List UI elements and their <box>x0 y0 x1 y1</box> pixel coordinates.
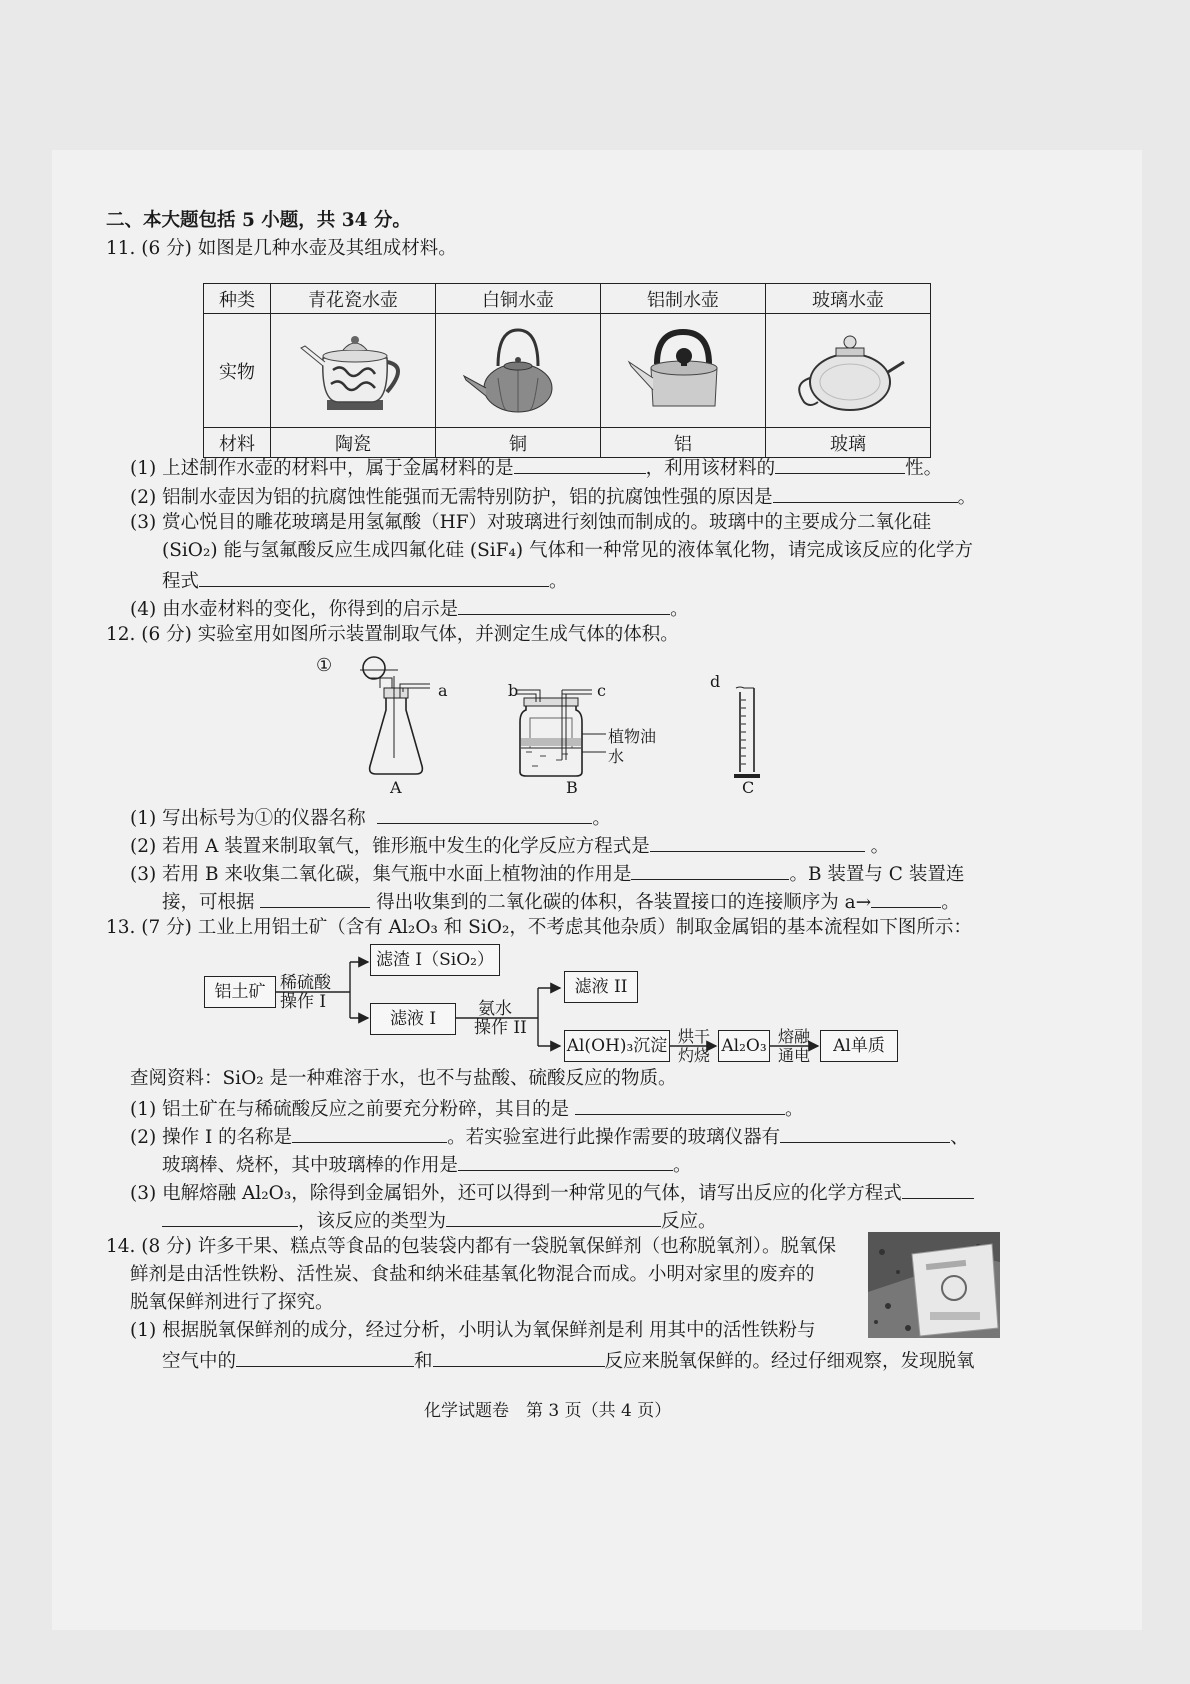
flow-op2: 操作 II <box>474 1018 527 1038</box>
kettle-name-aluminum: 铝制水壶 <box>601 284 766 314</box>
water-label: 水 <box>608 747 625 766</box>
kettle-table <box>203 283 931 458</box>
port-a-label: a <box>438 681 448 700</box>
q13-part2-line2: 玻璃棒、烧杯，其中玻璃棒的作用是 。 <box>162 1150 692 1179</box>
q11-part4: (4) 由水壶材料的变化，你得到的启示是 。 <box>130 594 689 623</box>
apparatus-a <box>360 657 430 774</box>
material-copper: 铜 <box>436 428 601 458</box>
q11-part1: (1) 上述制作水壶的材料中，属于金属材料的是 ，利用该材料的 性。 <box>130 453 942 482</box>
flow-op1: 操作 I <box>280 992 327 1012</box>
q12-part3-line1: (3) 若用 B 来收集二氧化碳，集气瓶中水面上植物油的作用是 。B 装置与 C 装置连 <box>130 859 964 888</box>
answer-blank[interactable] <box>377 803 592 824</box>
q13-part1: (1) 铝土矿在与稀硫酸反应之前要充分粉碎，其目的是 。 <box>130 1094 804 1123</box>
answer-blank[interactable] <box>458 594 670 615</box>
port-c-label: c <box>597 681 606 700</box>
porcelain-kettle-icon <box>293 318 413 418</box>
page-footer: 化学试题卷 第 3 页（共 4 页） <box>424 1401 672 1421</box>
q14-part1-line1: (1) 根据脱氧保鲜剂的成分，经过分析，小明认为氧保鲜剂是利 用其中的活性铁粉与 <box>130 1320 816 1341</box>
row-header-material: 材料 <box>204 428 271 458</box>
answer-blank[interactable] <box>236 1346 414 1367</box>
gas-apparatus-diagram <box>300 648 800 794</box>
answer-blank[interactable] <box>162 1206 298 1227</box>
copper-kettle-icon <box>458 318 578 418</box>
flow-calcine: 灼烧 <box>678 1046 711 1065</box>
answer-blank[interactable] <box>199 566 549 587</box>
kettle-name-copper: 白铜水壶 <box>436 284 601 314</box>
section-heading: 二、本大题包括 5 小题，共 34 分。 <box>106 210 411 231</box>
material-porcelain: 陶瓷 <box>271 428 436 458</box>
kettle-name-porcelain: 青花瓷水壶 <box>271 284 436 314</box>
flow-filtrate1: 滤液 I <box>370 1003 456 1035</box>
q12-part2: (2) 若用 A 装置来制取氧气，锥形瓶中发生的化学反应方程式是 。 <box>130 831 889 860</box>
q13-stem: 13. (7 分) 工业上用铝土矿（含有 Al₂O₃ 和 SiO₂，不考虑其他杂质）制取金属铝的基本流程如下图所示： <box>106 917 972 938</box>
copper-kettle-cell <box>436 314 601 428</box>
q12-stem: 12. (6 分) 实验室用如图所示装置制取气体，并测定生成气体的体积。 <box>106 624 679 645</box>
q13-note: 查阅资料：SiO₂ 是一种难溶于水，也不与盐酸、硫酸反应的物质。 <box>130 1068 677 1089</box>
q14-line3: 脱氧保鲜剂进行了探究。 <box>130 1292 334 1313</box>
material-aluminum: 铝 <box>601 428 766 458</box>
porcelain-kettle-cell <box>271 314 436 428</box>
answer-blank[interactable] <box>650 831 865 852</box>
material-glass: 玻璃 <box>766 428 931 458</box>
q14-line1: 14. (8 分) 许多干果、糕点等食品的包装袋内都有一袋脱氧保鲜剂（也称脱氧剂）。脱氧保 <box>106 1236 837 1257</box>
row-header-type: 种类 <box>204 284 271 314</box>
glass-kettle-cell <box>766 314 931 428</box>
aluminum-kettle-cell <box>601 314 766 428</box>
port-d-label: d <box>710 672 721 691</box>
apparatus-c <box>734 687 760 778</box>
q11-part3-line3: 程式 。 <box>162 566 568 595</box>
row-header-object: 实物 <box>204 314 271 428</box>
q11-stem: 11. (6 分) 如图是几种水壶及其组成材料。 <box>106 238 457 259</box>
q13-part3-line2: ，该反应的类型为 反应。 <box>162 1206 717 1235</box>
answer-blank[interactable] <box>871 887 941 908</box>
flow-product: Al单质 <box>820 1030 898 1062</box>
flow-alumina: Al₂O₃ <box>718 1030 770 1062</box>
apparatus-c-label: C <box>742 778 755 797</box>
q11-part3-line2: (SiO₂) 能与氢氟酸反应生成四氟化硅 (SiF₄) 气体和一种常见的液体氧化物，请完成该反应的化学方 <box>162 540 974 561</box>
answer-blank[interactable] <box>773 482 958 503</box>
q14-part1-line2: 空气中的 和 反应来脱氧保鲜的。经过仔细观察，发现脱氧 <box>162 1346 975 1375</box>
flow-reagent1: 稀硫酸 <box>280 973 331 993</box>
q13-part2-line1: (2) 操作 I 的名称是 。若实验室进行此操作需要的玻璃仪器有 、 <box>130 1122 969 1151</box>
flow-dry: 烘干 <box>678 1027 711 1046</box>
answer-blank[interactable] <box>458 1150 673 1171</box>
apparatus-b-label: B <box>566 778 578 797</box>
answer-blank[interactable] <box>780 1122 950 1143</box>
oil-label: 植物油 <box>608 727 657 746</box>
answer-blank[interactable] <box>775 453 905 474</box>
flow-precipitate: Al(OH)₃沉淀 <box>564 1030 670 1062</box>
port-b-label: b <box>508 681 519 700</box>
funnel-label: ① <box>316 655 333 676</box>
answer-blank[interactable] <box>902 1178 974 1199</box>
answer-blank[interactable] <box>575 1094 785 1115</box>
q12-part3-line2: 接，可根据 得出收集到的二氧化碳的体积，各装置接口的连接顺序为 a→ 。 <box>162 887 960 916</box>
answer-blank[interactable] <box>631 859 789 880</box>
flow-electrolysis: 通电 <box>778 1046 811 1065</box>
answer-blank[interactable] <box>514 453 646 474</box>
flow-melt: 熔融 <box>778 1027 811 1046</box>
flow-filtrate2: 滤液 II <box>564 971 638 1003</box>
answer-blank[interactable] <box>260 887 370 908</box>
answer-blank[interactable] <box>292 1122 447 1143</box>
q13-part3-line1: (3) 电解熔融 Al₂O₃，除得到金属铝外，还可以得到一种常见的气体，请写出反应的化学方程式 <box>130 1178 974 1207</box>
flow-reagent2: 氨水 <box>478 999 512 1019</box>
flow-ore: 铝土矿 <box>204 976 276 1008</box>
deoxidizer-packet-icon <box>868 1232 1000 1338</box>
apparatus-b <box>516 690 606 776</box>
aluminum-kettle-icon <box>623 318 743 418</box>
q11-part3-line1: (3) 赏心悦目的雕花玻璃是用氢氟酸（HF）对玻璃进行刻蚀而制成的。玻璃中的主要成分二氧化硅 <box>130 512 932 533</box>
glass-kettle-icon <box>788 318 908 418</box>
q11-part2: (2) 铝制水壶因为铝的抗腐蚀性能强而无需特别防护，铝的抗腐蚀性强的原因是 。 <box>130 482 976 511</box>
answer-blank[interactable] <box>433 1346 605 1367</box>
q12-part1: (1) 写出标号为①的仪器名称 。 <box>130 803 611 832</box>
answer-blank[interactable] <box>446 1206 661 1227</box>
apparatus-a-label: A <box>390 778 402 797</box>
flow-residue1: 滤渣 I（SiO₂） <box>370 944 500 976</box>
q14-line2: 鲜剂是由活性铁粉、活性炭、食盐和纳米硅基氧化物混合而成。小明对家里的废弃的 <box>130 1264 815 1285</box>
kettle-name-glass: 玻璃水壶 <box>766 284 931 314</box>
